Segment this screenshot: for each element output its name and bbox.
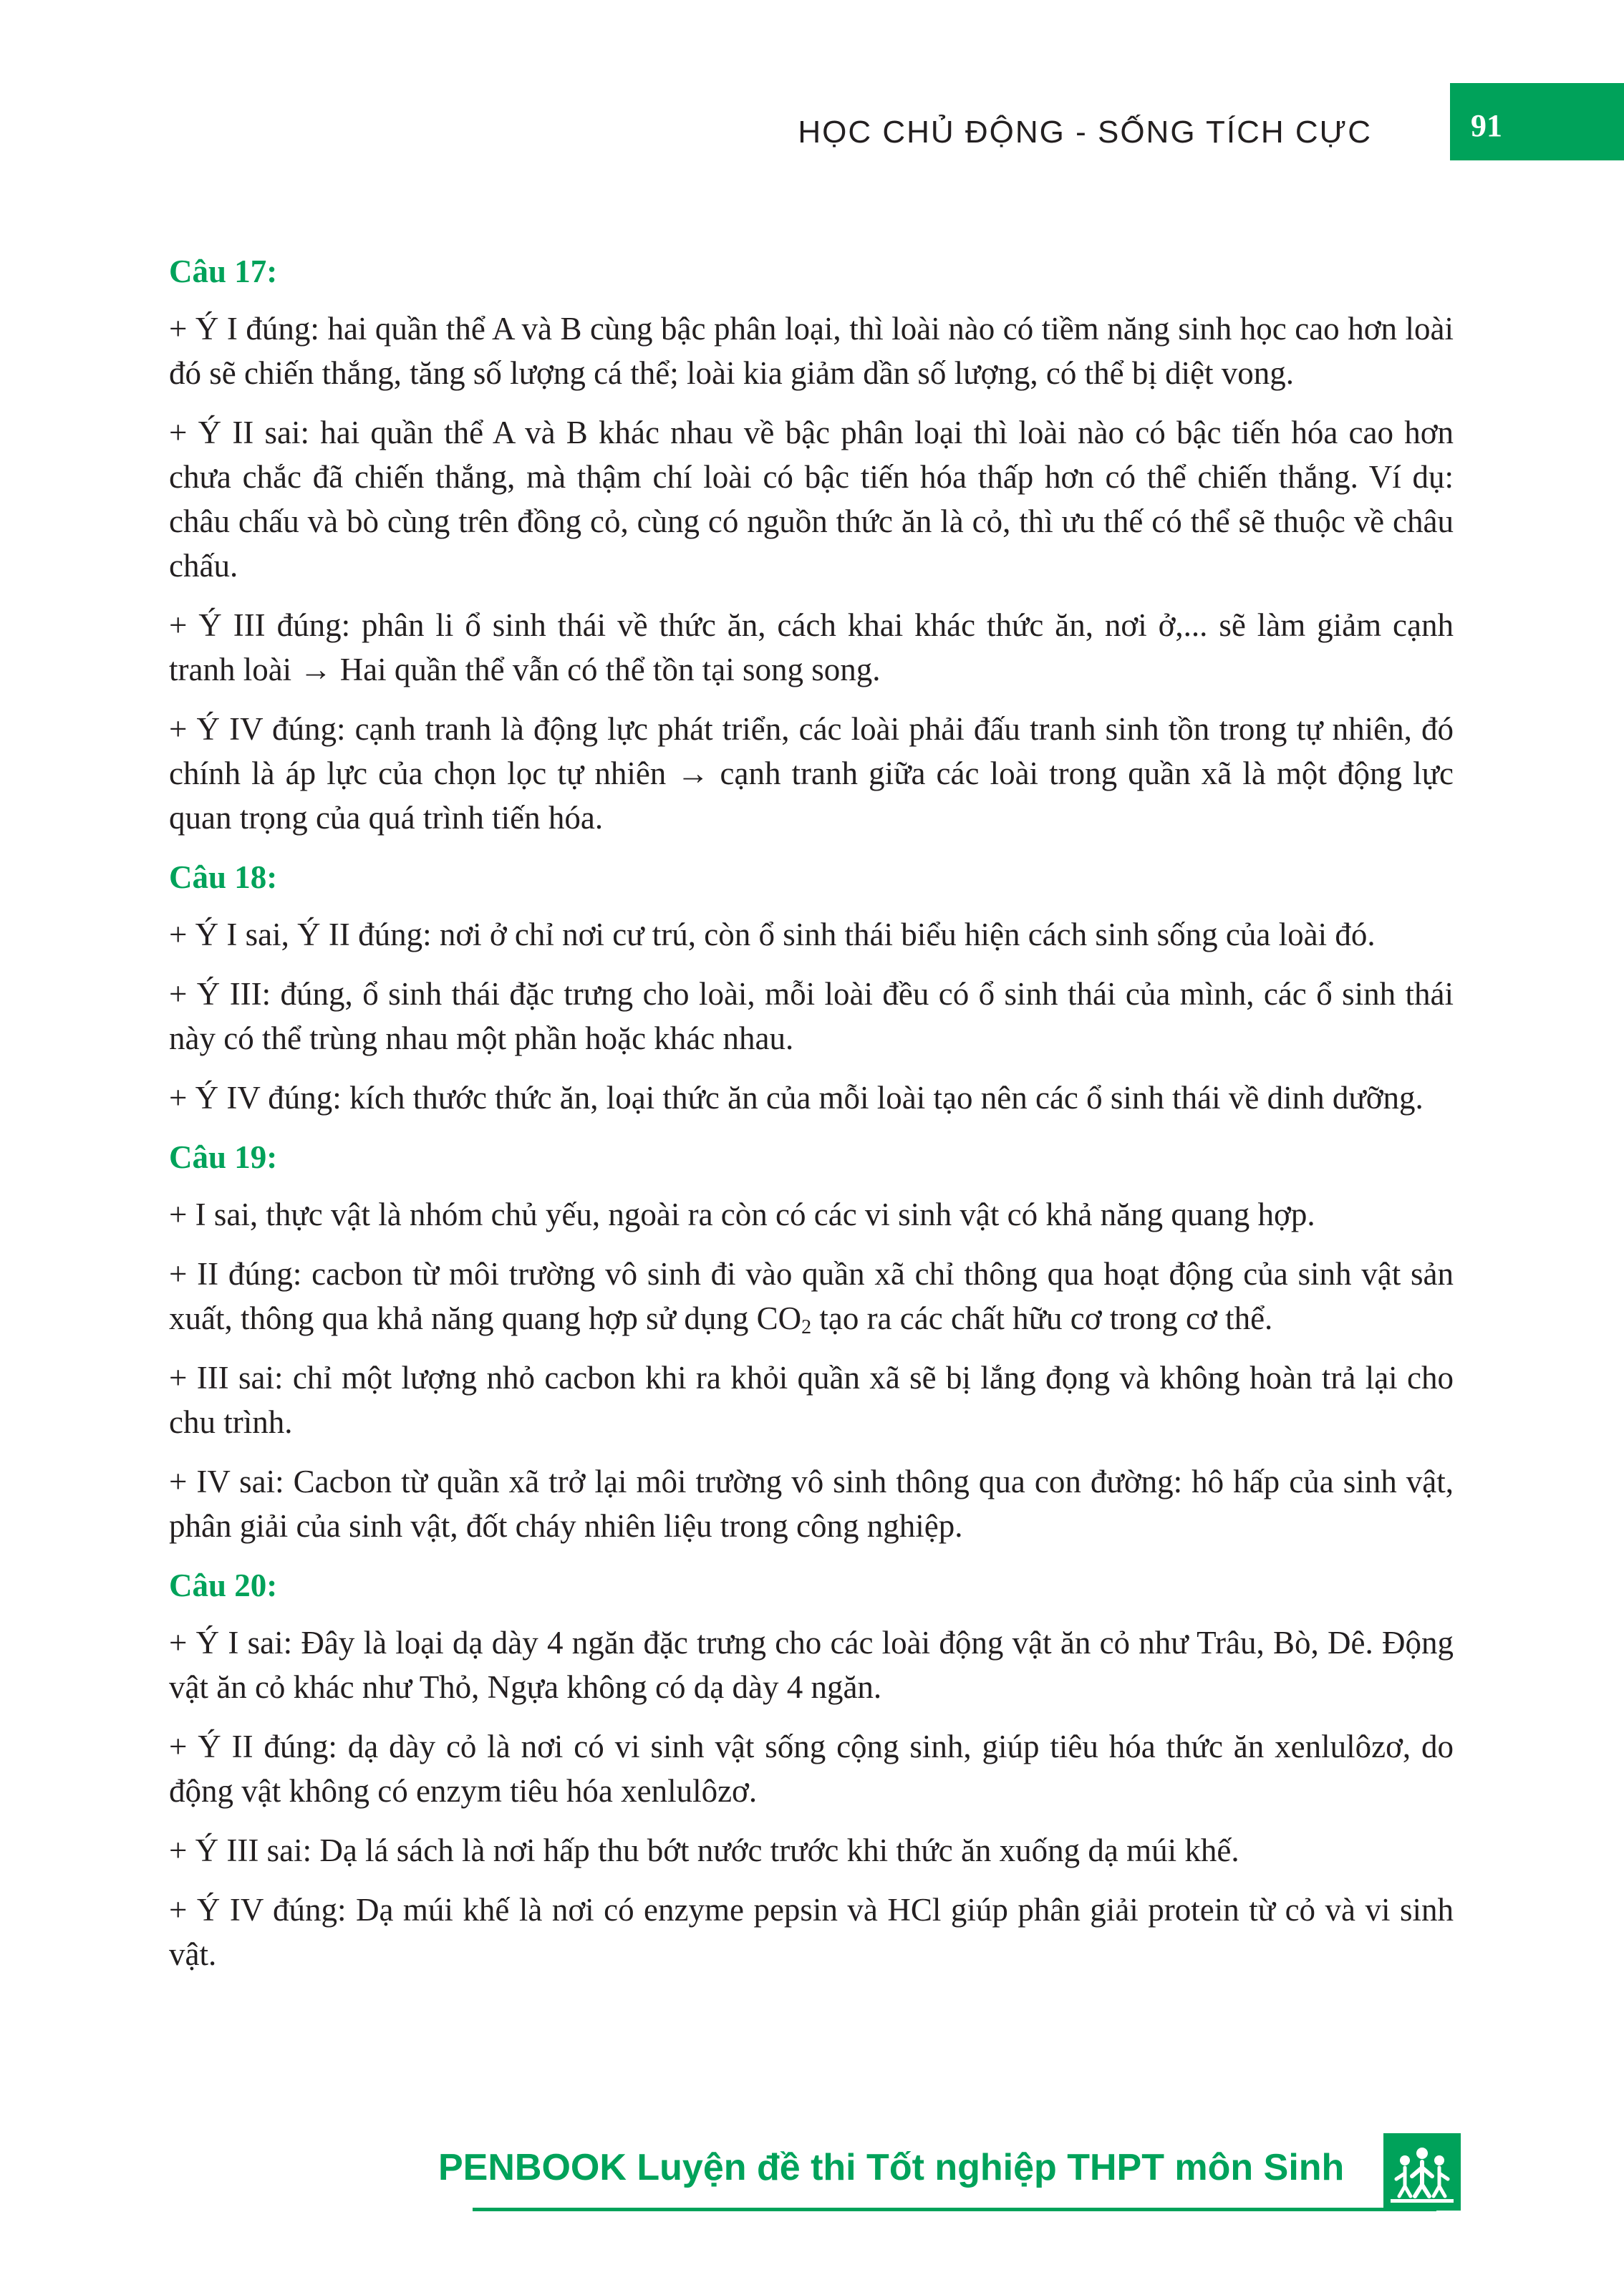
section-cau-19 <box>169 1135 1454 1548</box>
answer-paragraph: + Ý IV đúng: cạnh tranh là động lực phát triển, các loài phải đấu tranh sinh tồn trong tự nhiên, đó chính là áp lực của chọn lọc tự nhiên → cạnh tranh giữa các loài trong quần xã là một động lực quan trọng của quá trình tiến hóa. <box>169 711 1454 836</box>
section-cau-18 <box>169 855 1454 1120</box>
people-logo-icon-graphic <box>1383 2133 1461 2211</box>
answer-paragraph: + Ý III: đúng, ổ sinh thái đặc trưng cho loài, mỗi loài đều có ổ sinh thái của mình, các ổ sinh thái này có thể trùng nhau một phần hoặc khác nhau. <box>169 976 1454 1056</box>
footer-divider <box>473 2208 1436 2211</box>
answer-paragraph: + Ý I sai, Ý II đúng: nơi ở chỉ nơi cư trú, còn ổ sinh thái biểu hiện cách sinh sống của loài đó. <box>169 917 1376 952</box>
answer-paragraph-co2 <box>169 1252 1454 1341</box>
running-header-title: HỌC CHỦ ĐỘNG - SỐNG TÍCH CỰC <box>798 115 1372 150</box>
subscript: 2 <box>801 1316 812 1338</box>
answer-paragraph: + Ý III sai: Dạ lá sách là nơi hấp thu bớt nước trước khi thức ăn xuống dạ múi khế. <box>169 1832 1239 1868</box>
section-cau-20 <box>169 1563 1454 1976</box>
section-title: Câu 18: <box>169 859 278 895</box>
answer-paragraph: + Ý IV đúng: kích thước thức ăn, loại thức ăn của mỗi loài tạo nên các ổ sinh thái về dinh dưỡng. <box>169 1080 1424 1116</box>
answer-paragraph: + III sai: chỉ một lượng nhỏ cacbon khi ra khỏi quần xã sẽ bị lắng đọng và không hoàn trả lại cho chu trình. <box>169 1360 1454 1440</box>
footer-book-title: PENBOOK Luyện đề thi Tốt nghiệp THPT môn Sinh <box>438 2147 1345 2188</box>
section-title: Câu 17: <box>169 253 278 289</box>
answer-paragraph: + Ý II sai: hai quần thể A và B khác nhau về bậc phân loại thì loài nào có bậc tiến hóa cao hơn chưa chắc đã chiến thắng, mà thậm chí loài có bậc tiến hóa thấp hơn có thể chiến thắng. Ví dụ: châu chấu và bò cùng trên đồng cỏ, cùng có nguồn thức ăn là cỏ, thì ưu thế có thể sẽ thuộc về châu chấu. <box>169 415 1454 584</box>
answer-paragraph: + Ý IV đúng: Dạ múi khế là nơi có enzyme pepsin và HCl giúp phân giải protein từ cỏ và vi sinh vật. <box>169 1892 1454 1972</box>
text-before: + II đúng: cacbon từ môi trường vô sinh đi vào quần xã chỉ thông qua hoạt động của sinh vật sản xuất, thông qua khả năng quang hợp sử dụng CO <box>169 1256 1454 1336</box>
section-title: Câu 19: <box>169 1139 278 1175</box>
people-logo-icon <box>1383 2133 1461 2211</box>
page-body <box>169 249 1454 1991</box>
page-number: 91 <box>1471 108 1502 143</box>
page-number-box <box>1450 83 1624 160</box>
answer-paragraph: + Ý I đúng: hai quần thể A và B cùng bậc phân loại, thì loài nào có tiềm năng sinh học cao hơn loài đó sẽ chiến thắng, tăng số lượng cá thể; loài kia giảm dần số lượng, có thể bị diệt vong. <box>169 311 1454 391</box>
answer-paragraph: + IV sai: Cacbon từ quần xã trở lại môi trường vô sinh thông qua con đường: hô hấp của sinh vật, phân giải của sinh vật, đốt cháy nhiên liệu trong công nghiệp. <box>169 1464 1454 1544</box>
answer-paragraph: + I sai, thực vật là nhóm chủ yếu, ngoài ra còn có các vi sinh vật có khả năng quang hợp. <box>169 1197 1315 1232</box>
answer-paragraph: + Ý III đúng: phân li ổ sinh thái về thức ăn, cách khai khác thức ăn, nơi ở,... sẽ làm giảm cạnh tranh loài → Hai quần thể vẫn có thể tồn tại song song. <box>169 607 1454 687</box>
section-cau-17 <box>169 249 1454 840</box>
text-after: tạo ra các chất hữu cơ trong cơ thể. <box>811 1300 1273 1336</box>
answer-paragraph: + Ý I sai: Đây là loại dạ dày 4 ngăn đặc trưng cho các loài động vật ăn cỏ như Trâu, Bò, Dê. Động vật ăn cỏ khác như Thỏ, Ngựa không có dạ dày 4 ngăn. <box>169 1625 1454 1705</box>
answer-paragraph: + Ý II đúng: dạ dày cỏ là nơi có vi sinh vật sống cộng sinh, giúp tiêu hóa thức ăn xenlulôzơ, do động vật không có enzym tiêu hóa xenlulôzơ. <box>169 1729 1454 1809</box>
section-title: Câu 20: <box>169 1568 278 1603</box>
